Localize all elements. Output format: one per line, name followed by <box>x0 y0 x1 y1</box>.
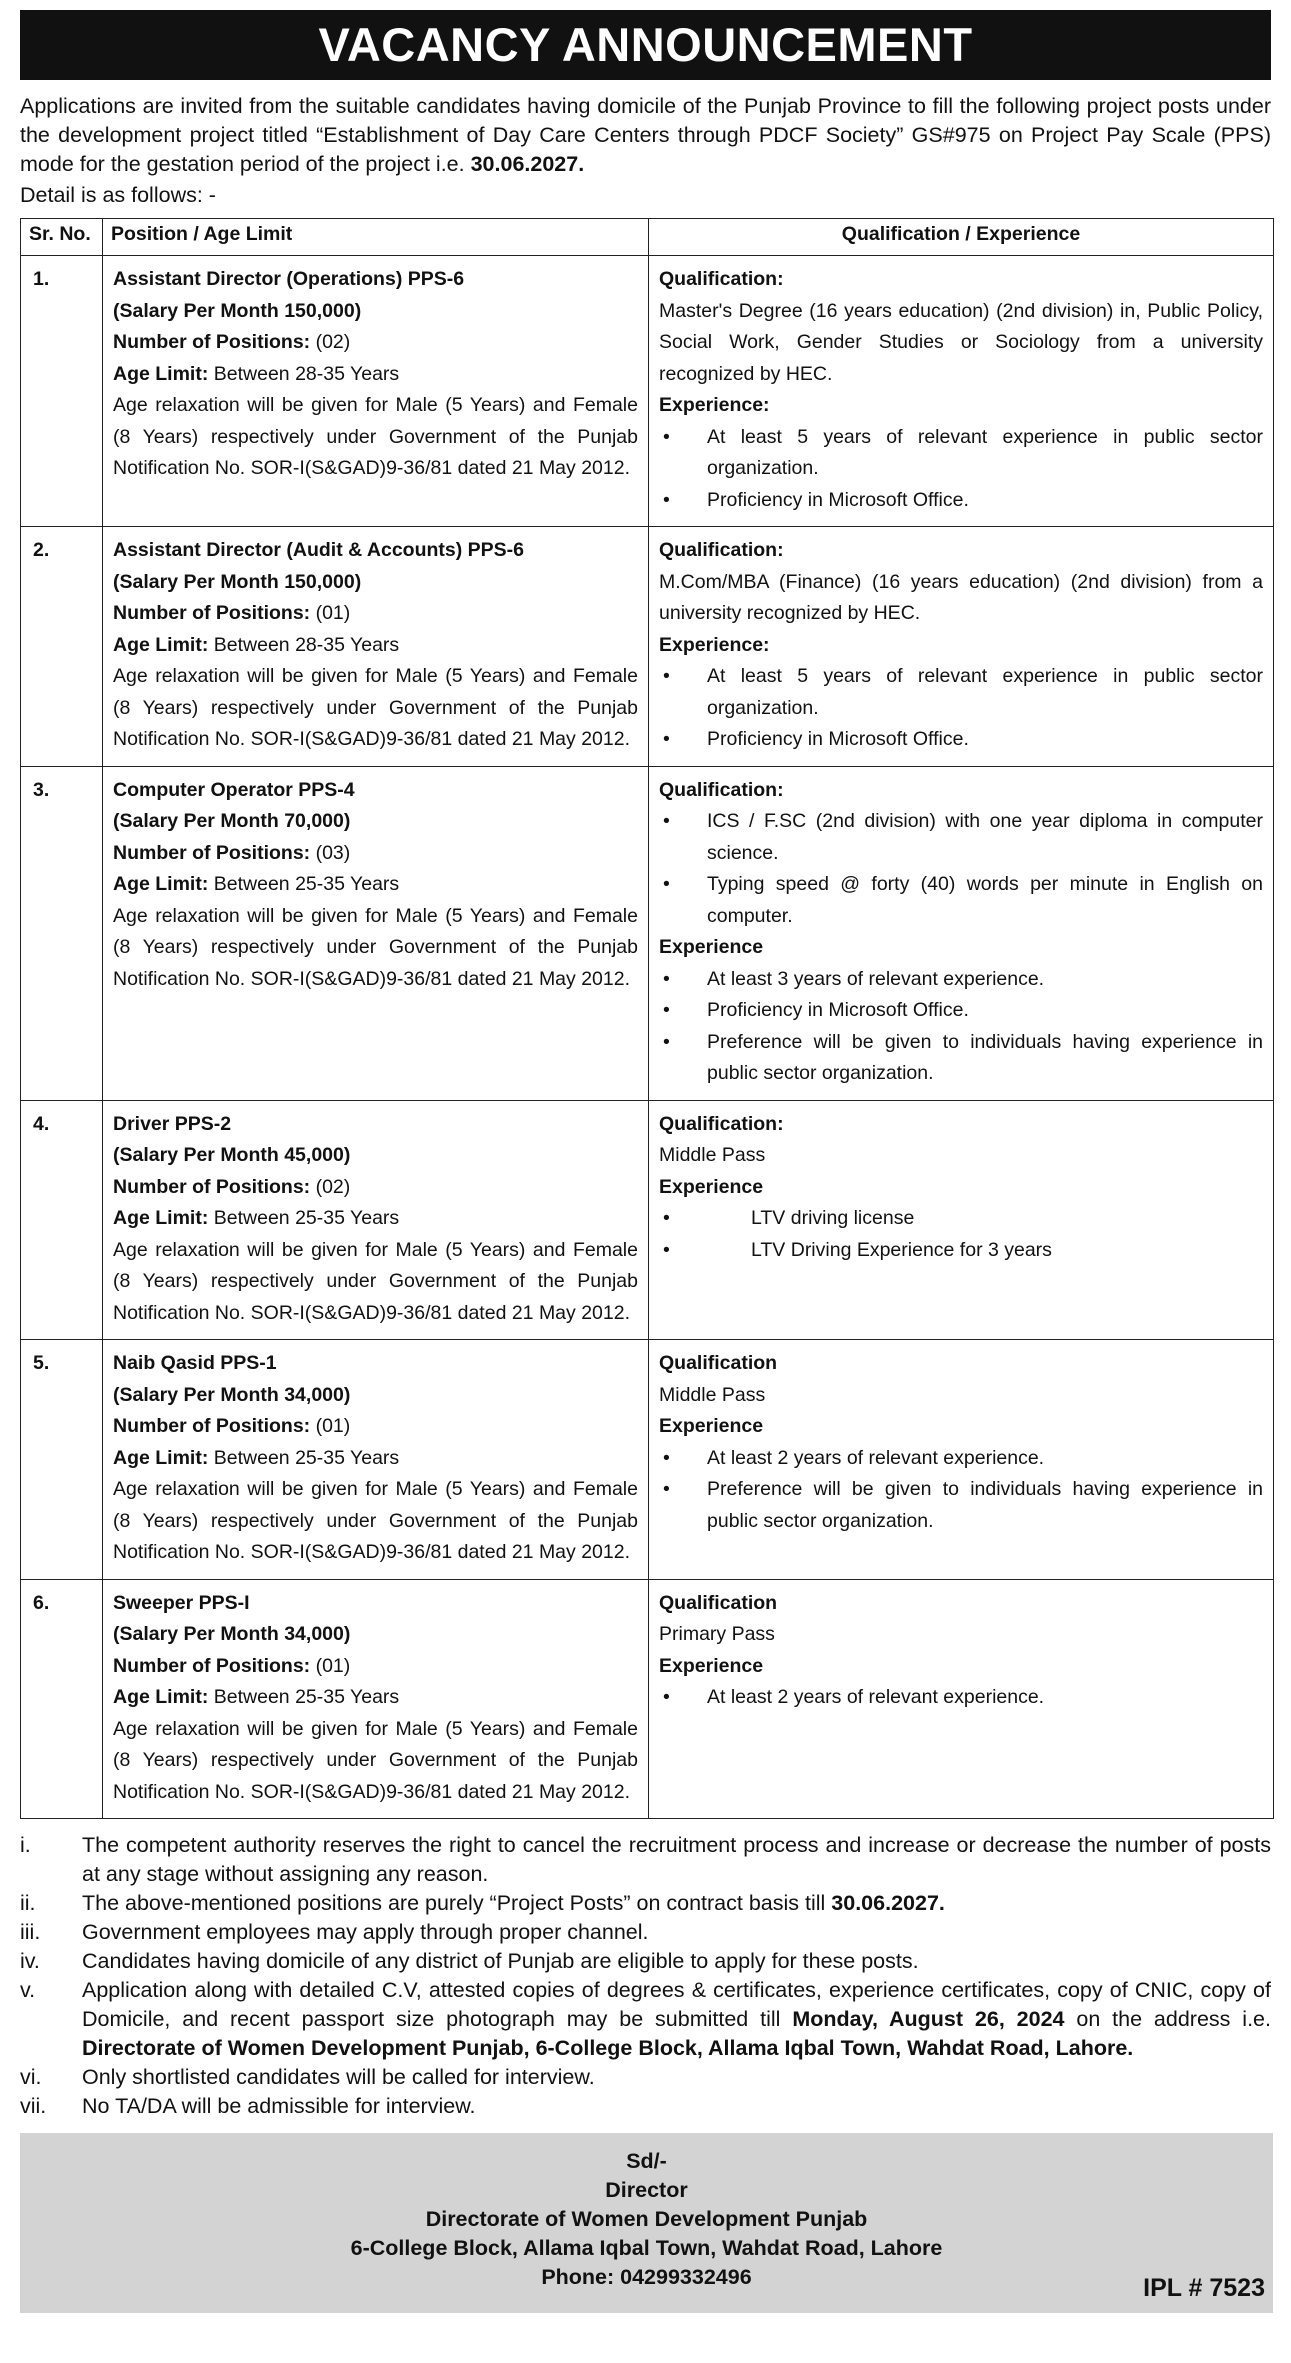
note-number: iii. <box>20 1920 41 1944</box>
vacancy-page <box>20 10 1271 2313</box>
row-qualification-cell <box>649 1100 1274 1340</box>
age-value: Between 28-35 Years <box>213 362 400 385</box>
age-value: Between 28-35 Years <box>213 633 400 656</box>
footer-org: Directorate of Women Development Punjab <box>425 2207 868 2231</box>
row-position-cell <box>103 1340 649 1580</box>
qualification-label: Qualification: <box>659 778 784 801</box>
positions-label: Number of Positions: <box>113 602 311 624</box>
footer-phone: Phone: 04299332496 <box>541 2265 752 2289</box>
positions-value: (02) <box>315 1175 351 1198</box>
age-label: Age Limit: <box>113 362 209 385</box>
position-salary: (Salary Per Month 150,000) <box>113 299 362 322</box>
qualification-label: Qualification: <box>659 539 784 561</box>
qualification-label: Qualification: <box>659 268 784 290</box>
row-qualification-cell <box>649 527 1274 767</box>
age-label: Age Limit: <box>113 633 209 656</box>
note-item <box>20 1947 1271 1976</box>
age-value: Between 25-35 Years <box>213 873 400 895</box>
age-limit-line <box>113 869 638 901</box>
table-row <box>21 1579 1274 1819</box>
age-relaxation: Age relaxation will be given for Male (5 Years) and Female (8 Years) respectively under Government of the Punjab Notification No. SOR-I(S&GAD)9-36/81 dated 21 May 2012. <box>113 1238 638 1324</box>
qualification-text: Middle Pass <box>659 1383 766 1406</box>
positions-value: (01) <box>315 1415 351 1437</box>
note-number: vi. <box>20 2065 42 2089</box>
position-title: Assistant Director (Operations) PPS-6 <box>113 268 465 290</box>
intro-paragraph <box>20 92 1271 179</box>
note-item <box>20 1976 1271 2063</box>
note-text: The above-mentioned positions are purely “Project Posts” on contract basis till <box>82 1891 826 1915</box>
positions-table <box>20 218 1274 1819</box>
row-position-cell <box>103 1100 649 1340</box>
table-row <box>21 527 1274 767</box>
age-relaxation: Age relaxation will be given for Male (5 Years) and Female (8 Years) respectively under Government of the Punjab Notification No. SOR-I(S&GAD)9-36/81 dated 21 May 2012. <box>113 1717 638 1803</box>
row-position-cell <box>103 256 649 527</box>
age-limit-line <box>113 1203 638 1235</box>
list-item: • Proficiency in Microsoft Office. <box>659 724 1263 756</box>
page-title: VACANCY ANNOUNCEMENT <box>20 10 1271 80</box>
notes-list <box>20 1831 1271 2121</box>
experience-list <box>659 661 1263 756</box>
age-label: Age Limit: <box>113 1686 209 1708</box>
positions-label: Number of Positions: <box>113 841 311 864</box>
experience-list <box>659 422 1263 517</box>
ipl-number: IPL # 7523 <box>1143 2274 1265 2302</box>
positions-value: (01) <box>315 1654 351 1677</box>
table-row <box>21 1340 1274 1580</box>
row-sr-no: 3. <box>21 766 103 1100</box>
list-item: • Proficiency in Microsoft Office. <box>659 485 1263 517</box>
list-item: • Preference will be given to individuals having experience in public sector organization. <box>659 1474 1263 1537</box>
note-number: ii. <box>20 1891 36 1915</box>
list-item: • At least 5 years of relevant experience in public sector organization. <box>659 422 1263 485</box>
row-qualification-cell <box>649 766 1274 1100</box>
age-label: Age Limit: <box>113 1446 209 1469</box>
list-item: • LTV Driving Experience for 3 years <box>659 1235 1263 1267</box>
list-item: • ICS / F.SC (2nd division) with one year diploma in computer science. <box>659 806 1263 869</box>
experience-list <box>659 1682 1263 1714</box>
note-text: Government employees may apply through proper channel. <box>82 1920 649 1944</box>
signature-footer <box>20 2133 1273 2313</box>
list-item: • At least 2 years of relevant experience. <box>659 1682 1263 1714</box>
note-number: iv. <box>20 1949 40 1973</box>
position-title: Sweeper PPS-I <box>113 1591 250 1614</box>
qualification-label: Qualification <box>659 1352 778 1374</box>
position-salary: (Salary Per Month 70,000) <box>113 810 351 832</box>
header-position: Position / Age Limit <box>103 219 649 256</box>
qualification-label: Qualification: <box>659 1112 784 1135</box>
position-count-line <box>113 598 638 630</box>
positions-value: (01) <box>315 602 351 624</box>
header-sr-no: Sr. No. <box>21 219 103 256</box>
header-qualification: Qualification / Experience <box>649 219 1274 256</box>
position-salary: (Salary Per Month 34,000) <box>113 1623 351 1645</box>
footer-sd: Sd/- <box>626 2149 667 2173</box>
row-position-cell <box>103 527 649 767</box>
experience-label: Experience <box>659 1654 764 1677</box>
note-number: i. <box>20 1833 31 1857</box>
position-salary: (Salary Per Month 150,000) <box>113 570 362 593</box>
row-sr-no: 5. <box>21 1340 103 1580</box>
experience-list <box>659 1443 1263 1538</box>
age-limit-line <box>113 1682 638 1714</box>
positions-label: Number of Positions: <box>113 1415 311 1437</box>
list-item: • At least 2 years of relevant experience. <box>659 1443 1263 1475</box>
position-title: Assistant Director (Audit & Accounts) PPS-6 <box>113 539 525 561</box>
qualification-label: Qualification <box>659 1591 778 1614</box>
qualification-text: Middle Pass <box>659 1144 766 1166</box>
row-sr-no: 6. <box>21 1579 103 1819</box>
note-bold-2: Directorate of Women Development Punjab, 6-College Block, Allama Iqbal Town, Wahdat Road, Lahore. <box>82 2036 1134 2060</box>
intro-date: 30.06.2027. <box>470 152 585 176</box>
experience-label: Experience: <box>659 394 770 416</box>
intro-text: Applications are invited from the suitable candidates having domicile of the Punjab Province to fill the following project posts under the development project titled “Establishment of Day Care Centers through PDCF Society” GS#975 on Project Pay Scale (PPS) mode for the gestation period of the project i.e. <box>20 94 1271 176</box>
table-body <box>21 256 1274 1819</box>
position-count-line <box>113 1172 638 1204</box>
note-text-2: on the address i.e. <box>1076 2007 1271 2031</box>
position-title: Driver PPS-2 <box>113 1112 232 1135</box>
position-count-line <box>113 1651 638 1683</box>
note-text: Application along with detailed C.V, attested copies of degrees & certificates, experience certificates, copy of CNIC, copy of Domicile, and recent passport size photograph may be submitted till <box>82 1978 1271 2031</box>
positions-label: Number of Positions: <box>113 1175 311 1198</box>
position-salary: (Salary Per Month 34,000) <box>113 1383 351 1406</box>
note-text: The competent authority reserves the right to cancel the recruitment process and increase or decrease the number of posts at any stage without assigning any reason. <box>82 1833 1271 1886</box>
experience-label: Experience <box>659 936 764 958</box>
row-qualification-cell <box>649 1579 1274 1819</box>
age-relaxation: Age relaxation will be given for Male (5 Years) and Female (8 Years) respectively under Government of the Punjab Notification No. SOR-I(S&GAD)9-36/81 dated 21 May 2012. <box>113 665 638 750</box>
table-row <box>21 1100 1274 1340</box>
experience-list <box>659 964 1263 1090</box>
experience-label: Experience <box>659 1415 764 1437</box>
position-title: Computer Operator PPS-4 <box>113 778 355 801</box>
note-bold: 30.06.2027. <box>831 1891 945 1915</box>
row-qualification-cell <box>649 256 1274 527</box>
list-item: • LTV driving license <box>659 1203 1263 1235</box>
experience-label: Experience <box>659 1175 764 1198</box>
positions-value: (02) <box>315 331 351 353</box>
list-item: • At least 5 years of relevant experience in public sector organization. <box>659 661 1263 724</box>
age-relaxation: Age relaxation will be given for Male (5 Years) and Female (8 Years) respectively under Government of the Punjab Notification No. SOR-I(S&GAD)9-36/81 dated 21 May 2012. <box>113 1478 638 1563</box>
position-title: Naib Qasid PPS-1 <box>113 1352 277 1374</box>
footer-designation: Director <box>605 2178 688 2202</box>
detail-line: Detail is as follows: - <box>20 183 216 207</box>
row-qualification-cell <box>649 1340 1274 1580</box>
positions-label: Number of Positions: <box>113 331 311 353</box>
list-item: • Typing speed @ forty (40) words per minute in English on computer. <box>659 869 1263 932</box>
positions-label: Number of Positions: <box>113 1654 311 1677</box>
age-value: Between 25-35 Years <box>213 1686 400 1708</box>
position-count-line <box>113 327 638 359</box>
note-item <box>20 1831 1271 1889</box>
experience-list <box>659 1203 1263 1266</box>
note-text: Candidates having domicile of any district of Punjab are eligible to apply for these posts. <box>82 1949 919 1973</box>
age-label: Age Limit: <box>113 873 209 895</box>
qualification-text: Master's Degree (16 years education) (2nd division) in, Public Policy, Social Work, Gender Studies or Sociology from a university recognized by HEC. <box>659 299 1263 385</box>
row-sr-no: 1. <box>21 256 103 527</box>
table-row <box>21 256 1274 527</box>
note-text: No TA/DA will be admissible for interview. <box>82 2094 476 2118</box>
note-item <box>20 2092 1271 2121</box>
qualification-text: Primary Pass <box>659 1623 775 1645</box>
note-item <box>20 1889 1271 1918</box>
age-limit-line <box>113 1443 638 1475</box>
note-item <box>20 2063 1271 2092</box>
table-row <box>21 766 1274 1100</box>
list-item: • Proficiency in Microsoft Office. <box>659 995 1263 1027</box>
row-position-cell <box>103 1579 649 1819</box>
note-text: Only shortlisted candidates will be called for interview. <box>82 2065 595 2089</box>
row-position-cell <box>103 766 649 1100</box>
age-value: Between 25-35 Years <box>213 1446 400 1469</box>
age-relaxation: Age relaxation will be given for Male (5 Years) and Female (8 Years) respectively under Government of the Punjab Notification No. SOR-I(S&GAD)9-36/81 dated 21 May 2012. <box>113 394 638 479</box>
list-item: • At least 3 years of relevant experience. <box>659 964 1263 996</box>
table-header-row <box>21 219 1274 256</box>
note-bold: Monday, August 26, 2024 <box>792 2007 1065 2031</box>
footer-address: 6-College Block, Allama Iqbal Town, Wahdat Road, Lahore <box>350 2236 943 2260</box>
age-limit-line <box>113 630 638 662</box>
experience-label: Experience: <box>659 633 770 656</box>
position-count-line <box>113 838 638 870</box>
note-item <box>20 1918 1271 1947</box>
age-label: Age Limit: <box>113 1207 209 1229</box>
position-salary: (Salary Per Month 45,000) <box>113 1144 351 1166</box>
qualification-text: M.Com/MBA (Finance) (16 years education) (2nd division) from a university recognized by HEC. <box>659 570 1263 624</box>
note-number: vii. <box>20 2094 47 2118</box>
list-item: • Preference will be given to individuals having experience in public sector organization. <box>659 1027 1263 1090</box>
age-limit-line <box>113 359 638 391</box>
row-sr-no: 4. <box>21 1100 103 1340</box>
row-sr-no: 2. <box>21 527 103 767</box>
age-value: Between 25-35 Years <box>213 1207 400 1229</box>
age-relaxation: Age relaxation will be given for Male (5 Years) and Female (8 Years) respectively under Government of the Punjab Notification No. SOR-I(S&GAD)9-36/81 dated 21 May 2012. <box>113 904 638 990</box>
note-number: v. <box>20 1978 36 2002</box>
qualification-list <box>659 806 1263 932</box>
positions-value: (03) <box>315 841 351 864</box>
position-count-line <box>113 1411 638 1443</box>
